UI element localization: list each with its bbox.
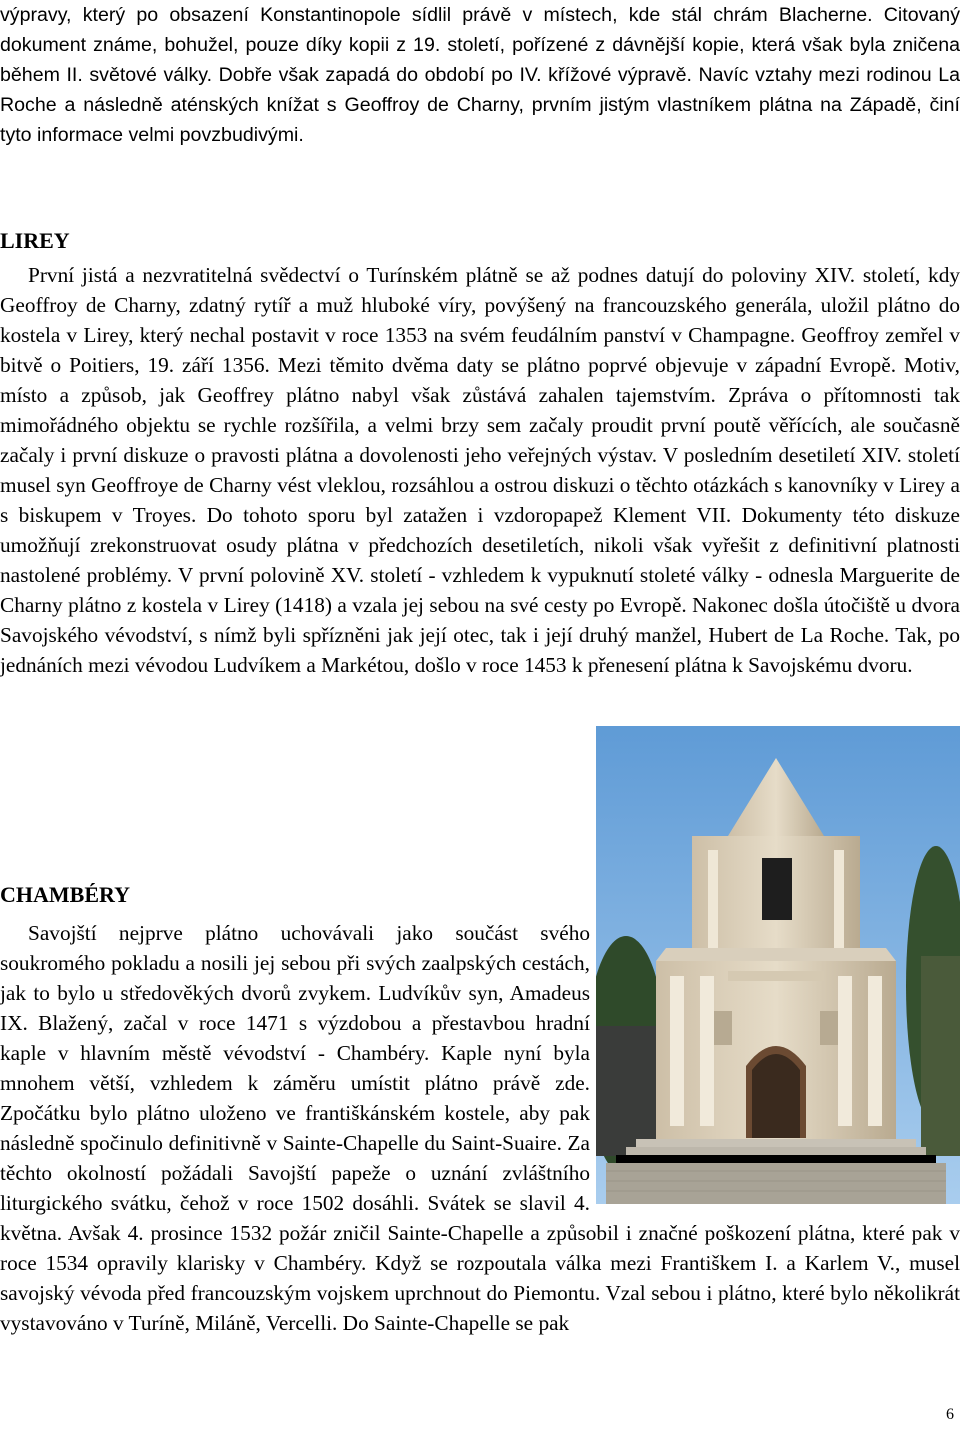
paragraph-intro: výpravy, který po obsazení Konstantinopole sídlil právě v místech, kde stál chrám Blacherne. Citovaný dokument známe, bohužel, pouze díky kopii z 19. století, pořízené z dávnější kopie, která však byla zničena během II. světové války. Dobře však zapadá do období po IV. křížové výpravě. Navíc vztahy mezi rodinou La Roche a následně aténských knížat s Geoffroy de Charny, prvním jistým vlastníkem plátna na Západě, činí tyto informace velmi povzbudivými. bbox=[0, 4, 960, 146]
church-facade-photo bbox=[596, 726, 960, 1204]
paragraph-chambery: Savojští nejprve plátno uchovávali jako součást svého soukromého pokladu a nosili jej sebou při svých zaalpských cestách, jak to bylo u středověkých dvorů zvykem. Ludvíkův syn, Amadeus IX. Blažený, začal v roce 1471 s výzdobou a přestavbou hradní kaple v hlavním městě vévodství - Chambéry. Kaple nyní byla mnohem větší, vzhledem k záměru umístit plátno právě zde. Zpočátku bylo plátno uloženo ve františkánském kostele, aby pak následně spočinulo definitivně v Sainte-Chapelle du Saint-Suaire. Za těchto okolností požádali Savojští papeže o uznání zvláštního liturgického svátku, čehož v roce 1502 dosáhli. Svátek se slavil 4. května. Avšak 4. prosince 1532 požár zničil Sainte-Chapelle a způsobil i značné poškození plátna, které pak v roce 1534 opravily klarisky v Chambéry. Když se rozpoutala válka mezi Františkem I. a Karlem V., musel savojský vévoda před francouzským vojskem uprchnout do Piemontu. Vzal sebou i plátno, které bylo několikrát vystavováno v Turíně, Miláně, Vercelli. Do Sainte-Chapelle se pak bbox=[0, 921, 960, 1335]
heading-lirey: LIREY bbox=[0, 228, 70, 253]
church-illustration bbox=[596, 726, 960, 1204]
heading-chambery: CHAMBÉRY bbox=[0, 882, 131, 907]
page-number: 6 bbox=[946, 1406, 954, 1423]
paragraph-lirey: První jistá a nezvratitelná svědectví o Turínském plátně se až podnes datují do poloviny XIV. století, kdy Geoffroy de Charny, zdatný rytíř a muž hluboké víry, povýšený na francouzského generála, uložil plátno do kostela v Lirey, který nechal postavit v roce 1353 na svém feudálním panství v Champagne. Geoffroy zemřel v bitvě o Poitiers, 19. září 1356. Mezi těmito dvěma daty se plátno poprvé objevuje v západní Evropě. Motiv, místo a způsob, jak Geoffrey plátno nabyl však zůstává zahalen tajemstvím. Zpráva o přítomnosti tak mimořádného objektu se rychle rozšířila, a velmi brzy sem začaly proudit první poutě věřících, ale současně začaly i první diskuze o pravosti plátna a dovolenosti jeho veřejných výstav. V posledním desetiletí XIV. století musel syn Geoffroye de Charny vést vleklou, rozsáhlou a ostrou diskuzi o těchto otázkách s kanovníky v Lirey a s biskupem v Troyes. Do tohoto sporu byl zatažen i vzdoropapež Klement VII. Dokumenty této diskuze umožňují zrekonstruovat osudy plátna v předchozích desetiletích, nikoli však vyřešit z definitivní platnosti nastolené problémy. V první polovině XV. století - vzhledem k vypuknutí stoleté války - odnesla Marguerite de Charny plátno z kostela v Lirey (1418) a vzala jej sebou na své cesty po Evropě. Nakonec došla útočiště u dvora Savojského vévodství, s nímž byli spřízněni jak její otec, tak i její druhý manžel, Hubert de La Roche. Tak, po jednáních mezi vévodou Ludvíkem a Markétou, došlo v roce 1453 k přenesení plátna k Savojskému dvoru. bbox=[0, 263, 960, 677]
